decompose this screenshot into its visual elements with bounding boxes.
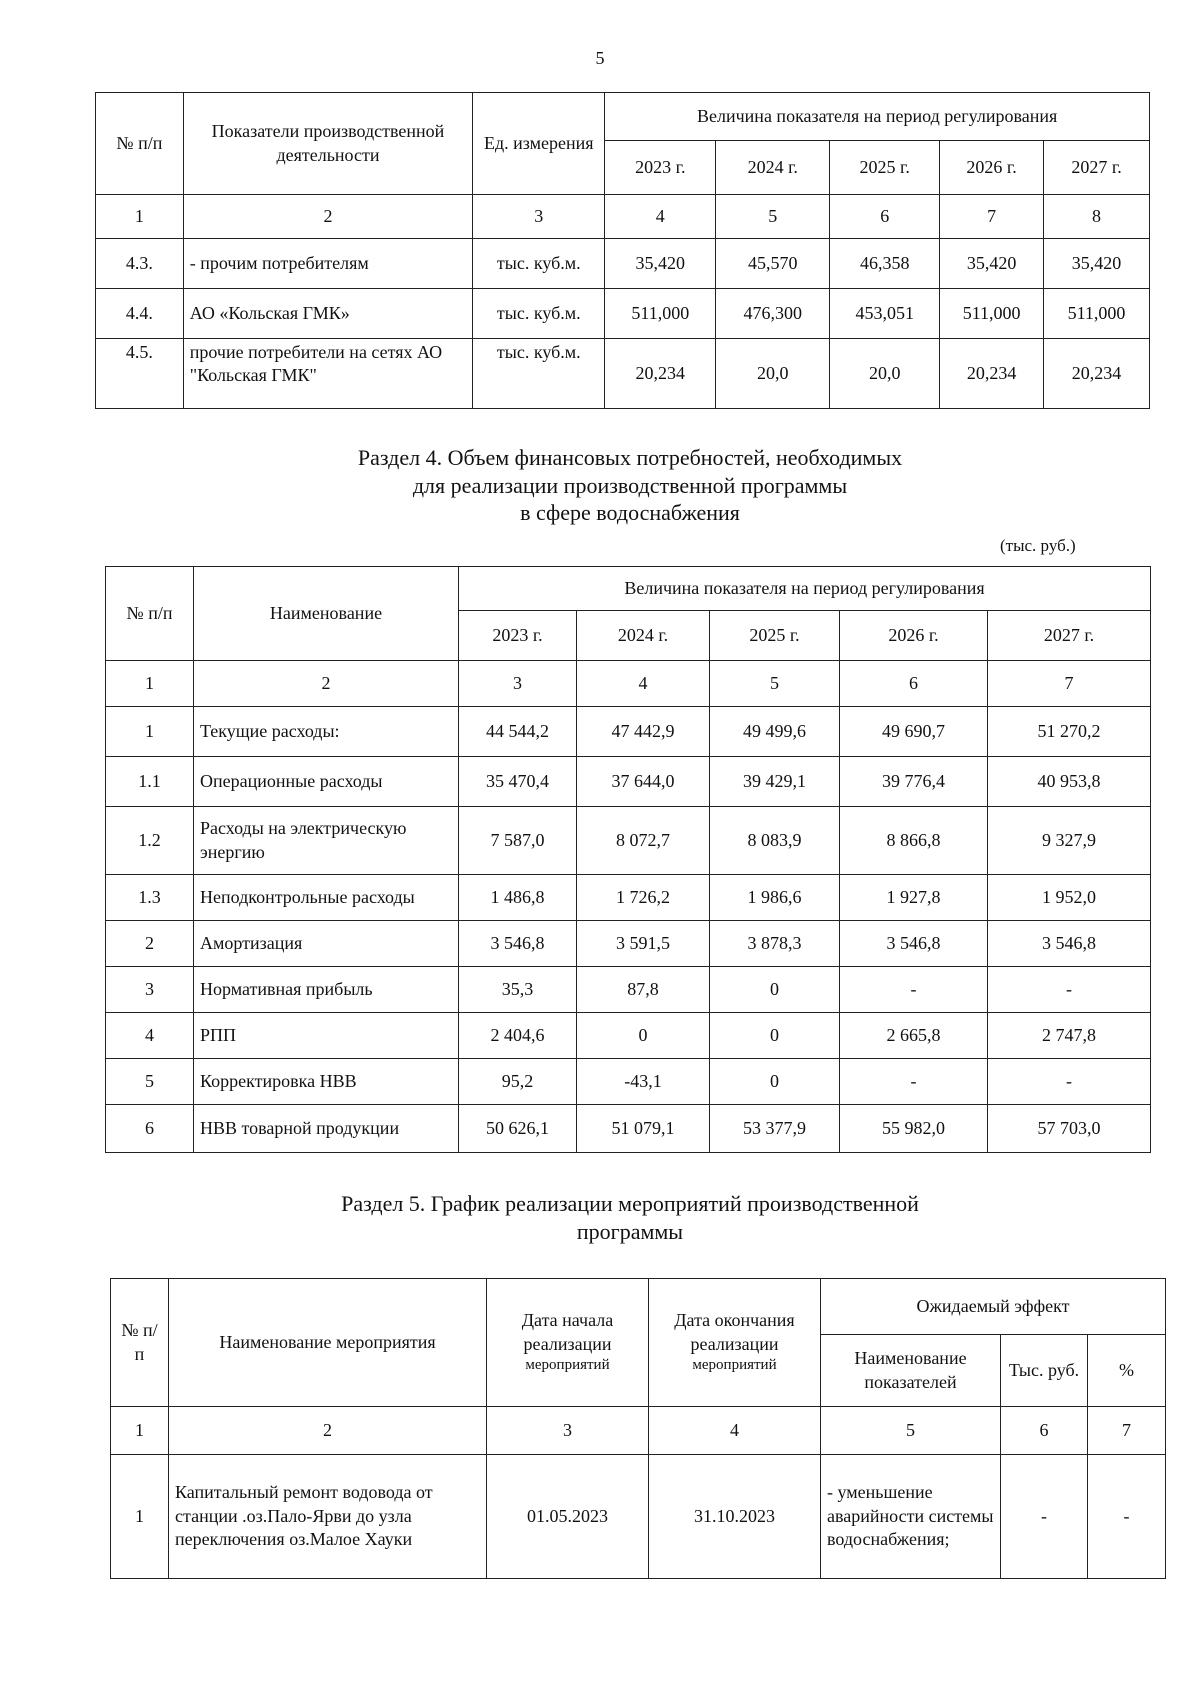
row-value: 37 644,0 [577, 757, 710, 807]
row-value: 3 546,8 [988, 921, 1151, 967]
row-value: 1 927,8 [840, 875, 988, 921]
row-value: 1 726,2 [577, 875, 710, 921]
row-value: 3 878,3 [710, 921, 840, 967]
row-value: 8 866,8 [840, 807, 988, 875]
col-number: 7 [940, 195, 1044, 239]
row-num: 4.3. [96, 239, 184, 289]
row-name: Капитальный ремонт водовода от станции .оз.Пало-Ярви до узла переключения оз.Малое Хауки [169, 1455, 487, 1579]
row-value: 87,8 [577, 967, 710, 1013]
row-value: 35,420 [605, 239, 716, 289]
header-year: 2026 г. [840, 611, 988, 661]
header-end-date [649, 1279, 821, 1407]
section5-title-line: Раздел 5. График реализации мероприятий производственной [341, 1191, 919, 1216]
row-value: 49 690,7 [840, 707, 988, 757]
header-year: 2027 г. [988, 611, 1151, 661]
row-value: 35 470,4 [459, 757, 577, 807]
col-number: 6 [1001, 1407, 1088, 1455]
col-number: 3 [487, 1407, 649, 1455]
column-numbers-row [96, 195, 1150, 239]
row-name: АО «Кольская ГМК» [183, 289, 472, 339]
production-indicators-table [95, 92, 1150, 409]
row-name: Операционные расходы [194, 757, 459, 807]
row-value: 51 079,1 [577, 1105, 710, 1153]
measures-schedule-table [110, 1278, 1166, 1579]
header-name: Наименование [194, 567, 459, 661]
row-value: 45,570 [716, 239, 830, 289]
row-num: 1.1 [106, 757, 194, 807]
row-value: 20,0 [830, 339, 940, 409]
col-number: 1 [96, 195, 184, 239]
col-number: 1 [111, 1407, 169, 1455]
header-year: 2024 г. [577, 611, 710, 661]
row-num: 4.5. [96, 339, 184, 409]
header-end-date-main: Дата окончания реализации [674, 1310, 795, 1354]
col-number: 3 [459, 661, 577, 707]
header-effect-name: Наименование показателей [821, 1335, 1001, 1407]
table-row [106, 757, 1151, 807]
row-name: НВВ товарной продукции [194, 1105, 459, 1153]
row-value: 8 083,9 [710, 807, 840, 875]
row-value: 35,420 [1044, 239, 1150, 289]
table-row [106, 921, 1151, 967]
header-effect: Ожидаемый эффект [821, 1279, 1166, 1335]
row-value: - [988, 1059, 1151, 1105]
row-value: 50 626,1 [459, 1105, 577, 1153]
col-number: 5 [710, 661, 840, 707]
row-value: 55 982,0 [840, 1105, 988, 1153]
row-value: 1 486,8 [459, 875, 577, 921]
header-start-date-sub: мероприятий [525, 1357, 610, 1374]
row-end-date: 31.10.2023 [649, 1455, 821, 1579]
table-row [106, 707, 1151, 757]
row-value: 476,300 [716, 289, 830, 339]
header-year: 2025 г. [830, 141, 940, 195]
row-value: - [840, 967, 988, 1013]
row-value: 511,000 [1044, 289, 1150, 339]
col-number: 7 [1088, 1407, 1166, 1455]
row-effect-name: - уменьшение аварийности системы водоснабжения; [821, 1455, 1001, 1579]
header-period: Величина показателя на период регулирования [605, 93, 1150, 141]
header-year: 2024 г. [716, 141, 830, 195]
row-value: 39 429,1 [710, 757, 840, 807]
header-start-date [487, 1279, 649, 1407]
row-value: 2 747,8 [988, 1013, 1151, 1059]
row-value: 47 442,9 [577, 707, 710, 757]
table-row [106, 1059, 1151, 1105]
row-unit: тыс. куб.м. [473, 239, 605, 289]
col-number: 8 [1044, 195, 1150, 239]
header-end-date-sub: мероприятий [692, 1357, 777, 1374]
row-num: 1 [106, 707, 194, 757]
row-value: - [840, 1059, 988, 1105]
table-row [96, 239, 1150, 289]
col-number: 3 [473, 195, 605, 239]
table-row [106, 875, 1151, 921]
row-name: Амортизация [194, 921, 459, 967]
page-number: 5 [595, 48, 605, 68]
row-value: 20,0 [716, 339, 830, 409]
header-unit: Ед. измерения [473, 93, 605, 195]
financial-needs-table [105, 566, 1151, 1153]
row-num: 4 [106, 1013, 194, 1059]
row-name: Корректировка НВВ [194, 1059, 459, 1105]
col-number: 5 [821, 1407, 1001, 1455]
header-period: Величина показателя на период регулирования [459, 567, 1151, 611]
row-value: -43,1 [577, 1059, 710, 1105]
column-numbers-row [106, 661, 1151, 707]
section4-title-line: Раздел 4. Объем финансовых потребностей, необходимых [357, 445, 903, 470]
row-value: 8 072,7 [577, 807, 710, 875]
row-start-date: 01.05.2023 [487, 1455, 649, 1579]
col-number: 6 [840, 661, 988, 707]
table-row [106, 807, 1151, 875]
row-value: 49 499,6 [710, 707, 840, 757]
section5-title [0, 1190, 1200, 1245]
row-value: 51 270,2 [988, 707, 1151, 757]
row-num: 1.3 [106, 875, 194, 921]
row-value: 95,2 [459, 1059, 577, 1105]
row-value: 2 665,8 [840, 1013, 988, 1059]
row-value: - [988, 967, 1151, 1013]
row-value: 1 952,0 [988, 875, 1151, 921]
row-value: 1 986,6 [710, 875, 840, 921]
row-unit: тыс. куб.м. [473, 289, 605, 339]
row-name: Неподконтрольные расходы [194, 875, 459, 921]
col-number: 2 [169, 1407, 487, 1455]
row-value: 3 546,8 [459, 921, 577, 967]
row-name: РПП [194, 1013, 459, 1059]
section4-title-line: в сфере водоснабжения [520, 500, 740, 525]
table-row [96, 289, 1150, 339]
row-value: 46,358 [830, 239, 940, 289]
table-row [106, 1105, 1151, 1153]
row-value: 453,051 [830, 289, 940, 339]
header-num: № п/п [111, 1279, 169, 1407]
row-value: 0 [710, 1059, 840, 1105]
section5-title-line: программы [576, 1218, 684, 1244]
row-value: 20,234 [605, 339, 716, 409]
row-value: 3 546,8 [840, 921, 988, 967]
header-num: № п/п [96, 93, 184, 195]
row-value: 35,3 [459, 967, 577, 1013]
row-effect-pct: - [1088, 1455, 1166, 1579]
header-year: 2027 г. [1044, 141, 1150, 195]
row-value: 35,420 [940, 239, 1044, 289]
col-number: 5 [716, 195, 830, 239]
col-number: 7 [988, 661, 1151, 707]
header-start-date-main: Дата начала реализации [521, 1310, 614, 1354]
row-value: 40 953,8 [988, 757, 1151, 807]
header-year: 2026 г. [940, 141, 1044, 195]
header-year: 2023 г. [459, 611, 577, 661]
row-value: 7 587,0 [459, 807, 577, 875]
header-year: 2023 г. [605, 141, 716, 195]
section4-title-line: для реализации производственной программы [412, 472, 848, 498]
header-effect-pct: % [1088, 1335, 1166, 1407]
row-num: 1 [111, 1455, 169, 1579]
unit-note: (тыс. руб.) [1000, 536, 1076, 555]
table-row [111, 1455, 1166, 1579]
row-value: 511,000 [605, 289, 716, 339]
row-name: прочие потребители на сетях АО "Кольская ГМК" [183, 339, 472, 409]
row-value: 0 [577, 1013, 710, 1059]
row-value: 20,234 [940, 339, 1044, 409]
row-unit: тыс. куб.м. [473, 339, 605, 409]
row-value: 0 [710, 967, 840, 1013]
row-value: 53 377,9 [710, 1105, 840, 1153]
row-num: 1.2 [106, 807, 194, 875]
col-number: 4 [605, 195, 716, 239]
row-name: Текущие расходы: [194, 707, 459, 757]
row-value: 3 591,5 [577, 921, 710, 967]
col-number: 4 [649, 1407, 821, 1455]
col-number: 4 [577, 661, 710, 707]
row-num: 6 [106, 1105, 194, 1153]
table-row [106, 967, 1151, 1013]
row-name: Расходы на электрическую энергию [194, 807, 459, 875]
row-value: 20,234 [1044, 339, 1150, 409]
row-num: 5 [106, 1059, 194, 1105]
col-number: 2 [183, 195, 472, 239]
row-name: Нормативная прибыль [194, 967, 459, 1013]
row-num: 4.4. [96, 289, 184, 339]
row-effect-rub: - [1001, 1455, 1088, 1579]
col-number: 2 [194, 661, 459, 707]
row-value: 511,000 [940, 289, 1044, 339]
header-indicator: Показатели производственной деятельности [183, 93, 472, 195]
row-num: 3 [106, 967, 194, 1013]
col-number: 6 [830, 195, 940, 239]
row-value: 2 404,6 [459, 1013, 577, 1059]
header-effect-rub: Тыс. руб. [1001, 1335, 1088, 1407]
row-value: 57 703,0 [988, 1105, 1151, 1153]
table-row [106, 1013, 1151, 1059]
column-numbers-row [111, 1407, 1166, 1455]
header-year: 2025 г. [710, 611, 840, 661]
row-name: - прочим потребителям [183, 239, 472, 289]
col-number: 1 [106, 661, 194, 707]
row-value: 9 327,9 [988, 807, 1151, 875]
table-row [96, 339, 1150, 409]
row-num: 2 [106, 921, 194, 967]
header-num: № п/п [106, 567, 194, 661]
row-value: 39 776,4 [840, 757, 988, 807]
section4-title [0, 444, 1200, 527]
header-name: Наименование мероприятия [169, 1279, 487, 1407]
row-value: 44 544,2 [459, 707, 577, 757]
row-value: 0 [710, 1013, 840, 1059]
